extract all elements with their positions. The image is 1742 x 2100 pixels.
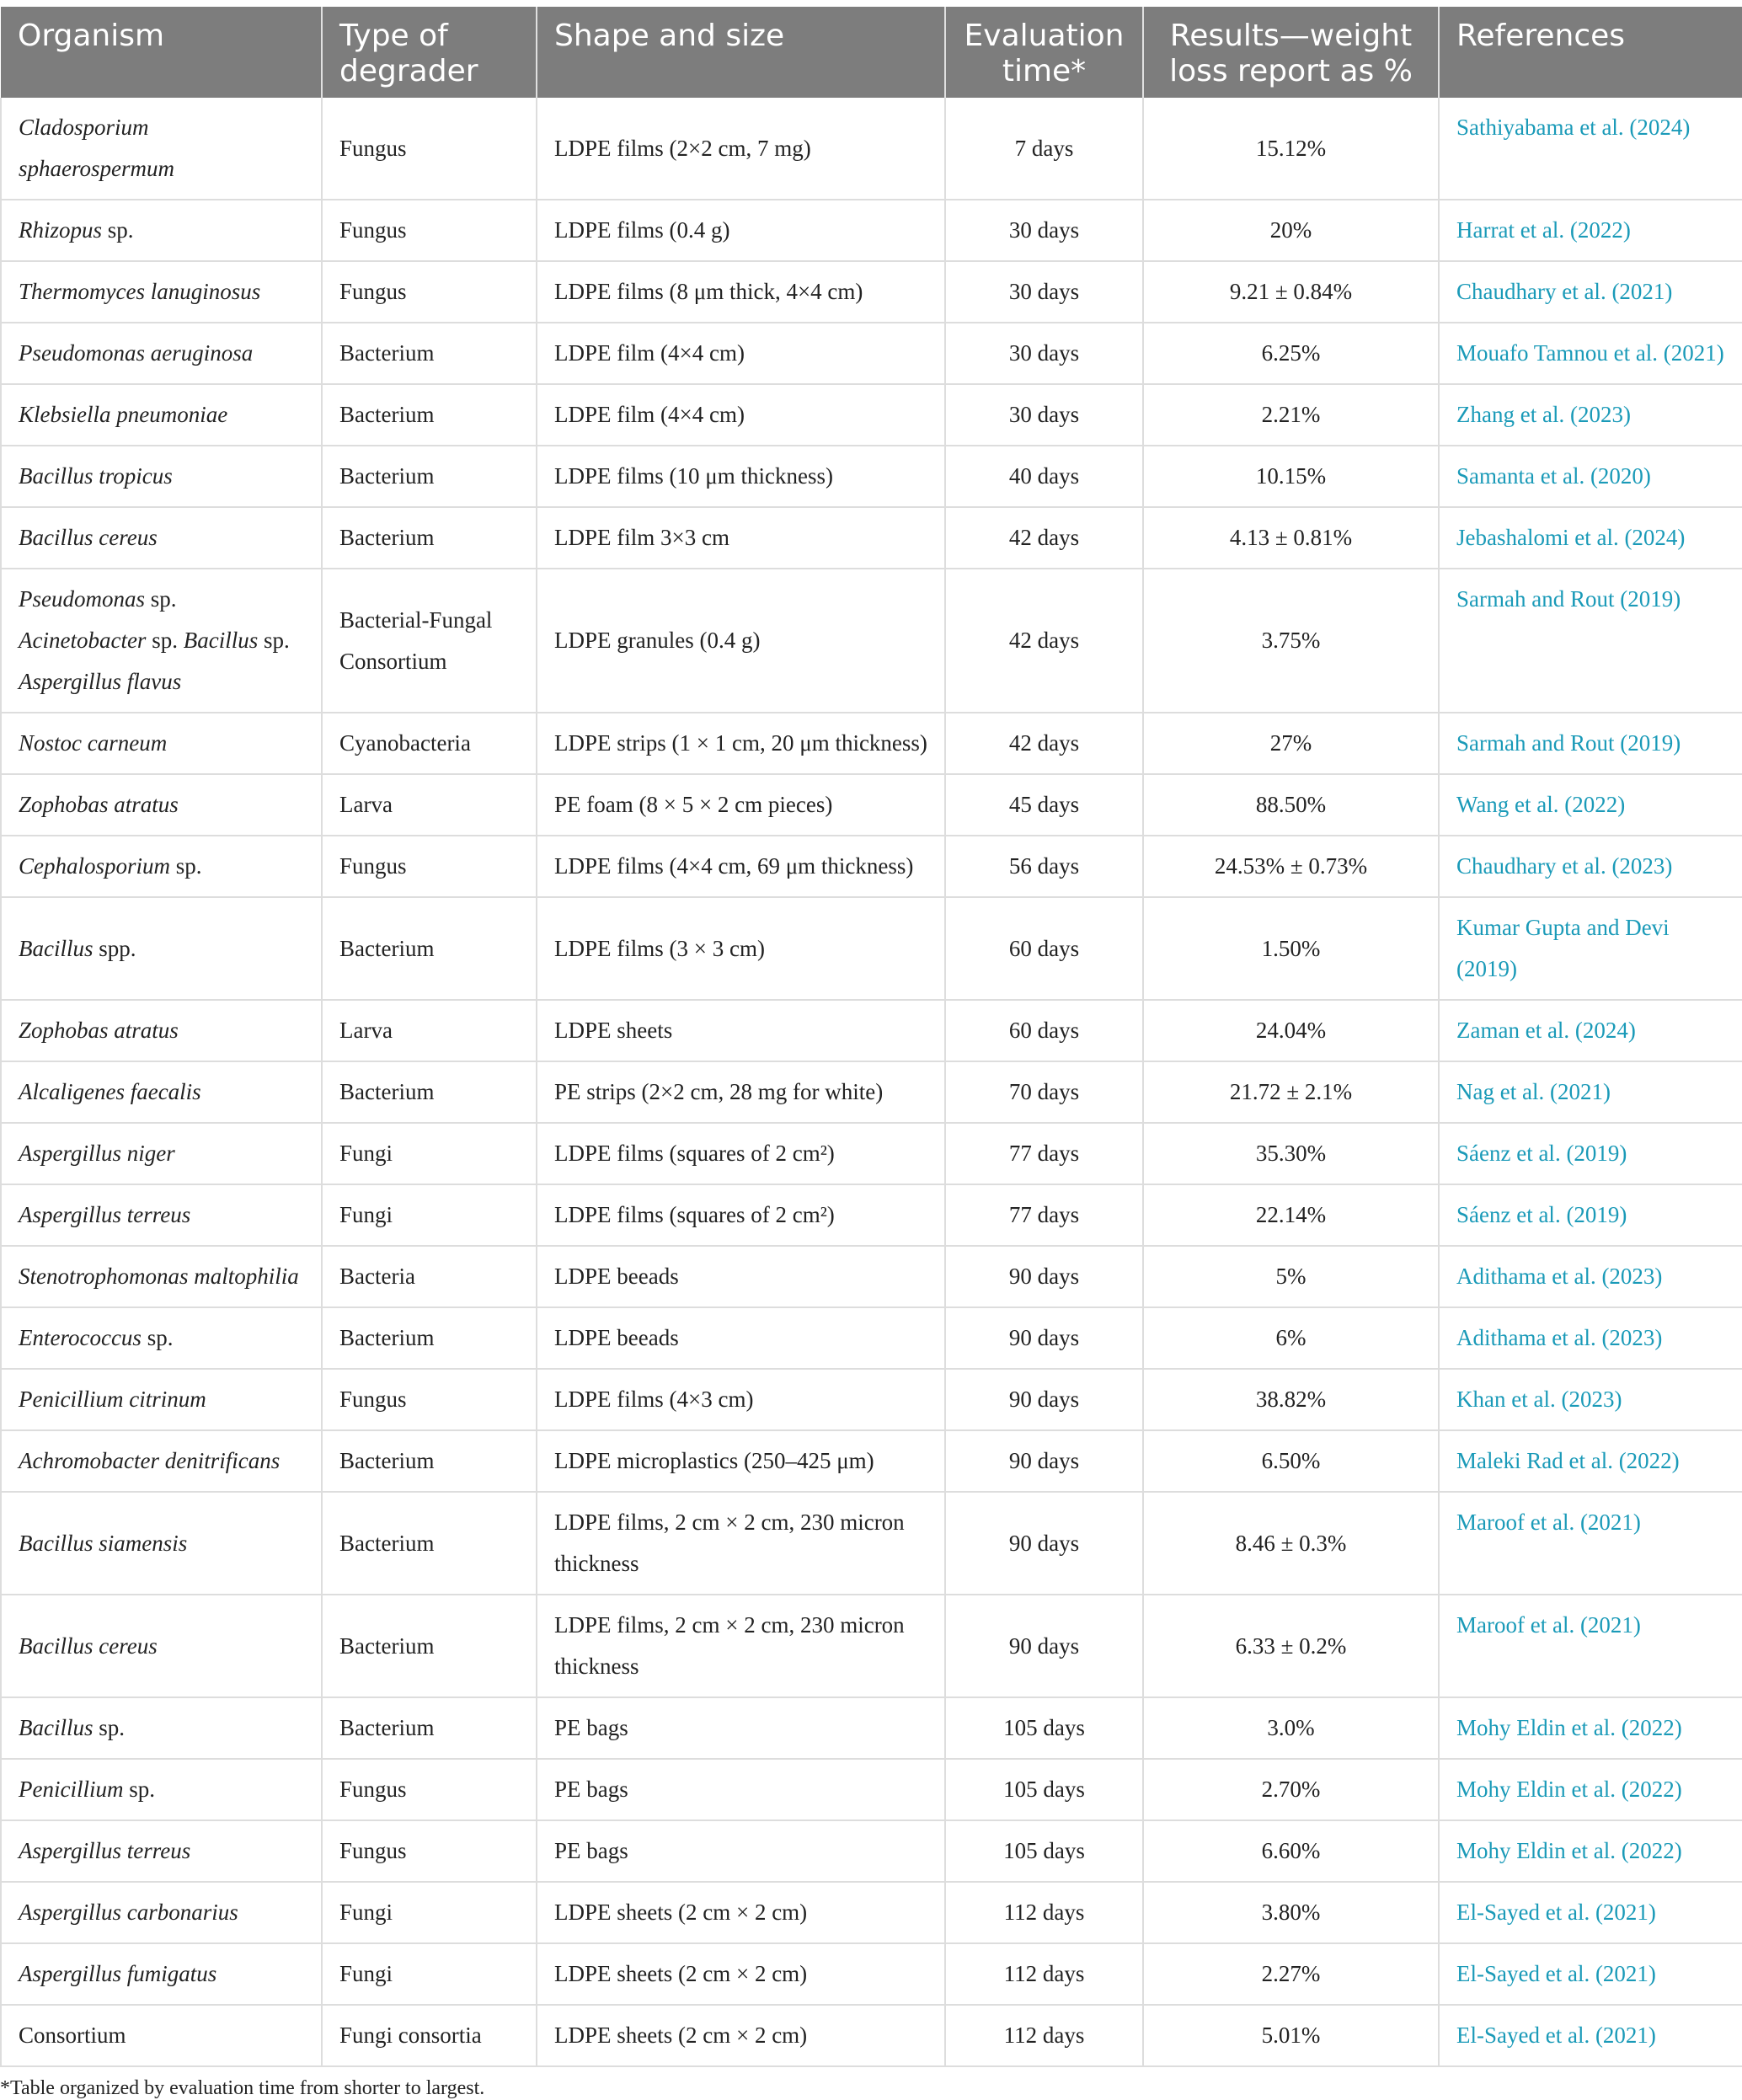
organism-name-part: sp.: [93, 1715, 126, 1740]
shape-size-cell: PE bags: [537, 1759, 945, 1820]
organism-cell: [1, 569, 322, 713]
weight-loss-cell: 3.0%: [1143, 1697, 1439, 1759]
organism-cell: [1, 446, 322, 507]
evaluation-time-cell: 30 days: [945, 384, 1143, 446]
table-row: [1, 1246, 1742, 1307]
reference-link[interactable]: Khan et al. (2023): [1439, 1369, 1742, 1430]
degrader-type-cell: Bacterium: [322, 1492, 537, 1595]
shape-size-cell: LDPE films (3 × 3 cm): [537, 897, 945, 1000]
organism-cell: [1, 2005, 322, 2066]
organism-cell: [1, 713, 322, 774]
organism-name-part: Consortium: [19, 2023, 126, 2048]
weight-loss-cell: 6.60%: [1143, 1820, 1439, 1882]
reference-link[interactable]: Mouafo Tamnou et al. (2021): [1439, 323, 1742, 384]
table-row: [1, 836, 1742, 897]
organism-cell: [1, 1307, 322, 1369]
degradation-table: [0, 7, 1742, 2067]
degrader-type-cell: Fungus: [322, 98, 537, 200]
table-row: [1, 1123, 1742, 1184]
organism-name-part: spp.: [93, 935, 136, 961]
table-row: [1, 1820, 1742, 1882]
weight-loss-cell: 24.53% ± 0.73%: [1143, 836, 1439, 897]
organism-name-part: Aspergillus fumigatus: [19, 1961, 217, 1986]
degrader-type-cell: Fungi: [322, 1123, 537, 1184]
organism-name-part: Aspergillus terreus: [19, 1838, 191, 1863]
shape-size-cell: PE strips (2×2 cm, 28 mg for white): [537, 1061, 945, 1123]
organism-name-part: Aspergillus carbonarius: [19, 1900, 238, 1925]
reference-link[interactable]: Sáenz et al. (2019): [1439, 1123, 1742, 1184]
organism-name-part: sp.: [145, 586, 177, 612]
evaluation-time-cell: 90 days: [945, 1492, 1143, 1595]
evaluation-time-cell: 45 days: [945, 774, 1143, 836]
table-row: [1, 569, 1742, 713]
organism-name-part: Nostoc carneum: [19, 730, 168, 756]
table-row: [1, 1943, 1742, 2005]
evaluation-time-cell: 40 days: [945, 446, 1143, 507]
organism-name-part: Bacillus cereus: [19, 1632, 158, 1659]
weight-loss-cell: 6.50%: [1143, 1430, 1439, 1492]
organism-cell: [1, 1184, 322, 1246]
organism-name-part: sp.: [258, 628, 290, 653]
organism-name-part: Bacillus: [19, 935, 94, 961]
table-row: [1, 897, 1742, 1000]
evaluation-time-cell: 90 days: [945, 1307, 1143, 1369]
shape-size-cell: LDPE beeads: [537, 1307, 945, 1369]
shape-size-cell: PE foam (8 × 5 × 2 cm pieces): [537, 774, 945, 836]
evaluation-time-cell: 90 days: [945, 1246, 1143, 1307]
reference-link[interactable]: Mohy Eldin et al. (2022): [1439, 1759, 1742, 1820]
weight-loss-cell: 35.30%: [1143, 1123, 1439, 1184]
degrader-type-cell: Bacterium: [322, 1061, 537, 1123]
shape-size-cell: LDPE sheets (2 cm × 2 cm): [537, 1882, 945, 1943]
evaluation-time-cell: 42 days: [945, 713, 1143, 774]
reference-link[interactable]: Harrat et al. (2022): [1439, 200, 1742, 261]
degrader-type-cell: Fungus: [322, 1759, 537, 1820]
shape-size-cell: LDPE films (8 μm thick, 4×4 cm): [537, 261, 945, 323]
weight-loss-cell: 15.12%: [1143, 98, 1439, 200]
organism-cell: [1, 774, 322, 836]
organism-cell: [1, 98, 322, 200]
table-header-row: [1, 7, 1742, 98]
reference-link[interactable]: Kumar Gupta and Devi (2019): [1439, 897, 1742, 1000]
reference-link[interactable]: Adithama et al. (2023): [1439, 1307, 1742, 1369]
organism-name-part: Penicillium: [19, 1777, 124, 1802]
organism-name-part: Rhizopus: [19, 217, 103, 243]
organism-cell: [1, 1759, 322, 1820]
degrader-type-cell: Bacterium: [322, 1595, 537, 1697]
evaluation-time-cell: 112 days: [945, 2005, 1143, 2066]
reference-link[interactable]: Samanta et al. (2020): [1439, 446, 1742, 507]
reference-link[interactable]: Zaman et al. (2024): [1439, 1000, 1742, 1061]
organism-name-part: sp.: [123, 1777, 155, 1802]
evaluation-time-cell: 30 days: [945, 261, 1143, 323]
shape-size-cell: LDPE microplastics (250–425 μm): [537, 1430, 945, 1492]
degrader-type-cell: Bacterium: [322, 507, 537, 569]
table-row: [1, 446, 1742, 507]
table-row: [1, 1759, 1742, 1820]
evaluation-time-cell: 30 days: [945, 323, 1143, 384]
weight-loss-cell: 3.80%: [1143, 1882, 1439, 1943]
organism-name-part: Bacillus: [19, 1715, 94, 1740]
shape-size-cell: LDPE films (10 μm thickness): [537, 446, 945, 507]
organism-cell: [1, 1000, 322, 1061]
reference-link[interactable]: Maleki Rad et al. (2022): [1439, 1430, 1742, 1492]
degrader-type-cell: Bacterium: [322, 1307, 537, 1369]
degrader-type-cell: Bacterial-Fungal Consortium: [322, 569, 537, 713]
organism-name-part: sp.: [146, 628, 184, 653]
shape-size-cell: LDPE sheets: [537, 1000, 945, 1061]
reference-link[interactable]: Maroof et al. (2021): [1439, 1492, 1742, 1595]
evaluation-time-cell: 105 days: [945, 1820, 1143, 1882]
evaluation-time-cell: 42 days: [945, 569, 1143, 713]
organism-name-part: Stenotrophomonas maltophilia: [19, 1264, 299, 1289]
shape-size-cell: LDPE films, 2 cm × 2 cm, 230 micron thickness: [537, 1595, 945, 1697]
organism-cell: [1, 897, 322, 1000]
weight-loss-cell: 88.50%: [1143, 774, 1439, 836]
evaluation-time-cell: 56 days: [945, 836, 1143, 897]
weight-loss-cell: 1.50%: [1143, 897, 1439, 1000]
header-evaluation-time: Evaluation time*: [945, 7, 1143, 98]
reference-link[interactable]: Jebashalomi et al. (2024): [1439, 507, 1742, 569]
organism-cell: [1, 1369, 322, 1430]
table-row: [1, 713, 1742, 774]
header-results: Results—weight loss report as %: [1143, 7, 1439, 98]
shape-size-cell: LDPE films (0.4 g): [537, 200, 945, 261]
organism-name-part: Bacillus cereus: [19, 525, 158, 550]
weight-loss-cell: 38.82%: [1143, 1369, 1439, 1430]
table-row: [1, 1595, 1742, 1697]
reference-link[interactable]: Nag et al. (2021): [1439, 1061, 1742, 1123]
header-shape-and-size: Shape and size: [537, 7, 945, 98]
reference-link[interactable]: Zhang et al. (2023): [1439, 384, 1742, 446]
organism-cell: [1, 261, 322, 323]
shape-size-cell: LDPE films (4×4 cm, 69 μm thickness): [537, 836, 945, 897]
organism-cell: [1, 836, 322, 897]
table-row: [1, 1061, 1742, 1123]
weight-loss-cell: 2.70%: [1143, 1759, 1439, 1820]
evaluation-time-cell: 77 days: [945, 1184, 1143, 1246]
degrader-type-cell: Fungus: [322, 200, 537, 261]
organism-name-part: Bacillus: [183, 628, 259, 653]
shape-size-cell: LDPE films (4×3 cm): [537, 1369, 945, 1430]
weight-loss-cell: 20%: [1143, 200, 1439, 261]
reference-link[interactable]: Mohy Eldin et al. (2022): [1439, 1697, 1742, 1759]
weight-loss-cell: 3.75%: [1143, 569, 1439, 713]
evaluation-time-cell: 90 days: [945, 1430, 1143, 1492]
organism-name-part: Alcaligenes faecalis: [19, 1079, 201, 1104]
evaluation-time-cell: 60 days: [945, 897, 1143, 1000]
organism-cell: [1, 384, 322, 446]
evaluation-time-cell: 90 days: [945, 1595, 1143, 1697]
shape-size-cell: LDPE film (4×4 cm): [537, 384, 945, 446]
table-row: [1, 1430, 1742, 1492]
header-type-of-degrader: Type of degrader: [322, 7, 537, 98]
organism-name-part: Cladosporium sphaerospermum: [19, 115, 174, 181]
reference-link[interactable]: El-Sayed et al. (2021): [1439, 1943, 1742, 2005]
weight-loss-cell: 5%: [1143, 1246, 1439, 1307]
weight-loss-cell: 6.25%: [1143, 323, 1439, 384]
organism-cell: [1, 1492, 322, 1595]
organism-name-part: Zophobas atratus: [19, 1018, 179, 1043]
degrader-type-cell: Bacterium: [322, 1697, 537, 1759]
evaluation-time-cell: 30 days: [945, 200, 1143, 261]
weight-loss-cell: 6.33 ± 0.2%: [1143, 1595, 1439, 1697]
degrader-type-cell: Fungi: [322, 1882, 537, 1943]
table-row: [1, 774, 1742, 836]
organism-cell: [1, 1061, 322, 1123]
degrader-type-cell: Bacterium: [322, 323, 537, 384]
evaluation-time-cell: 90 days: [945, 1369, 1143, 1430]
degrader-type-cell: Fungi: [322, 1184, 537, 1246]
organism-cell: [1, 1430, 322, 1492]
table-row: [1, 1369, 1742, 1430]
weight-loss-cell: 4.13 ± 0.81%: [1143, 507, 1439, 569]
evaluation-time-cell: 7 days: [945, 98, 1143, 200]
reference-link[interactable]: Sarmah and Rout (2019): [1439, 713, 1742, 774]
degrader-type-cell: Larva: [322, 1000, 537, 1061]
degrader-type-cell: Larva: [322, 774, 537, 836]
degrader-type-cell: Fungus: [322, 261, 537, 323]
table-row: [1, 1697, 1742, 1759]
organism-name-part: Pseudomonas aeruginosa: [19, 340, 254, 366]
reference-link[interactable]: Sáenz et al. (2019): [1439, 1184, 1742, 1246]
organism-name-part: Bacillus siamensis: [19, 1530, 188, 1556]
weight-loss-cell: 5.01%: [1143, 2005, 1439, 2066]
document: [0, 7, 1742, 2100]
table-row: [1, 507, 1742, 569]
evaluation-time-cell: 60 days: [945, 1000, 1143, 1061]
degrader-type-cell: Fungi consortia: [322, 2005, 537, 2066]
organism-name-part: Bacillus tropicus: [19, 463, 173, 489]
organism-name-part: Pseudomonas: [19, 586, 145, 612]
shape-size-cell: LDPE film (4×4 cm): [537, 323, 945, 384]
evaluation-time-cell: 105 days: [945, 1759, 1143, 1820]
organism-cell: [1, 1943, 322, 2005]
organism-name-part: Cephalosporium: [19, 853, 171, 879]
organism-name-part: sp.: [170, 853, 202, 879]
shape-size-cell: LDPE film 3×3 cm: [537, 507, 945, 569]
organism-name-part: Aspergillus niger: [19, 1141, 175, 1166]
degrader-type-cell: Bacterium: [322, 446, 537, 507]
shape-size-cell: LDPE strips (1 × 1 cm, 20 μm thickness): [537, 713, 945, 774]
evaluation-time-cell: 112 days: [945, 1943, 1143, 2005]
degrader-type-cell: Cyanobacteria: [322, 713, 537, 774]
reference-link[interactable]: Sarmah and Rout (2019): [1439, 569, 1742, 713]
organism-name-part: Penicillium citrinum: [19, 1387, 206, 1412]
evaluation-time-cell: 105 days: [945, 1697, 1143, 1759]
reference-link[interactable]: Mohy Eldin et al. (2022): [1439, 1820, 1742, 1882]
weight-loss-cell: 6%: [1143, 1307, 1439, 1369]
shape-size-cell: LDPE beeads: [537, 1246, 945, 1307]
shape-size-cell: LDPE films (2×2 cm, 7 mg): [537, 98, 945, 200]
evaluation-time-cell: 70 days: [945, 1061, 1143, 1123]
table-row: [1, 384, 1742, 446]
weight-loss-cell: 9.21 ± 0.84%: [1143, 261, 1439, 323]
reference-link[interactable]: Chaudhary et al. (2021): [1439, 261, 1742, 323]
weight-loss-cell: 10.15%: [1143, 446, 1439, 507]
organism-cell: [1, 1595, 322, 1697]
reference-link[interactable]: Maroof et al. (2021): [1439, 1595, 1742, 1697]
organism-name-part: Enterococcus: [19, 1325, 142, 1350]
header-organism: Organism: [1, 7, 322, 98]
weight-loss-cell: 2.27%: [1143, 1943, 1439, 2005]
shape-size-cell: LDPE sheets (2 cm × 2 cm): [537, 2005, 945, 2066]
weight-loss-cell: 21.72 ± 2.1%: [1143, 1061, 1439, 1123]
degrader-type-cell: Fungi: [322, 1943, 537, 2005]
table-row: [1, 1882, 1742, 1943]
organism-name-part: Aspergillus terreus: [19, 1202, 191, 1227]
organism-cell: [1, 1697, 322, 1759]
shape-size-cell: PE bags: [537, 1820, 945, 1882]
organism-name-part: Achromobacter denitrificans: [19, 1448, 281, 1473]
weight-loss-cell: 2.21%: [1143, 384, 1439, 446]
evaluation-time-cell: 42 days: [945, 507, 1143, 569]
shape-size-cell: PE bags: [537, 1697, 945, 1759]
header-references: References: [1439, 7, 1742, 98]
table-row: [1, 1000, 1742, 1061]
organism-name-part: sp.: [102, 217, 134, 243]
weight-loss-cell: 24.04%: [1143, 1000, 1439, 1061]
degrader-type-cell: Fungus: [322, 1820, 537, 1882]
table-footnote: *Table organized by evaluation time from shorter to largest.: [0, 2077, 485, 2099]
degrader-type-cell: Fungus: [322, 836, 537, 897]
shape-size-cell: LDPE films, 2 cm × 2 cm, 230 micron thickness: [537, 1492, 945, 1595]
organism-name-part: Klebsiella pneumoniae: [19, 402, 228, 427]
reference-link[interactable]: Adithama et al. (2023): [1439, 1246, 1742, 1307]
table-row: [1, 1492, 1742, 1595]
reference-link[interactable]: El-Sayed et al. (2021): [1439, 2005, 1742, 2066]
reference-link[interactable]: Chaudhary et al. (2023): [1439, 836, 1742, 897]
evaluation-time-cell: 112 days: [945, 1882, 1143, 1943]
organism-name-part: Aspergillus flavus: [19, 669, 182, 694]
table-row: [1, 1307, 1742, 1369]
table-row: [1, 261, 1742, 323]
table-row: [1, 323, 1742, 384]
degrader-type-cell: Bacterium: [322, 1430, 537, 1492]
table-row: [1, 1184, 1742, 1246]
organism-cell: [1, 1123, 322, 1184]
organism-name-part: sp.: [141, 1325, 174, 1350]
weight-loss-cell: 8.46 ± 0.3%: [1143, 1492, 1439, 1595]
shape-size-cell: LDPE sheets (2 cm × 2 cm): [537, 1943, 945, 2005]
table-row: [1, 200, 1742, 261]
degrader-type-cell: Bacterium: [322, 384, 537, 446]
organism-cell: [1, 1246, 322, 1307]
table-row: [1, 98, 1742, 200]
organism-name-part: Zophobas atratus: [19, 792, 179, 817]
weight-loss-cell: 22.14%: [1143, 1184, 1439, 1246]
reference-link[interactable]: Wang et al. (2022): [1439, 774, 1742, 836]
organism-cell: [1, 1820, 322, 1882]
organism-cell: [1, 1882, 322, 1943]
degrader-type-cell: Bacteria: [322, 1246, 537, 1307]
weight-loss-cell: 27%: [1143, 713, 1439, 774]
degrader-type-cell: Fungus: [322, 1369, 537, 1430]
organism-cell: [1, 507, 322, 569]
shape-size-cell: LDPE granules (0.4 g): [537, 569, 945, 713]
organism-name-part: Acinetobacter: [19, 628, 147, 653]
table-row: [1, 2005, 1742, 2066]
organism-cell: [1, 323, 322, 384]
degrader-type-cell: Bacterium: [322, 897, 537, 1000]
reference-link[interactable]: Sathiyabama et al. (2024): [1439, 98, 1742, 200]
reference-link[interactable]: El-Sayed et al. (2021): [1439, 1882, 1742, 1943]
evaluation-time-cell: 77 days: [945, 1123, 1143, 1184]
organism-name-part: Thermomyces lanuginosus: [19, 279, 261, 304]
organism-cell: [1, 200, 322, 261]
shape-size-cell: LDPE films (squares of 2 cm²): [537, 1123, 945, 1184]
shape-size-cell: LDPE films (squares of 2 cm²): [537, 1184, 945, 1246]
